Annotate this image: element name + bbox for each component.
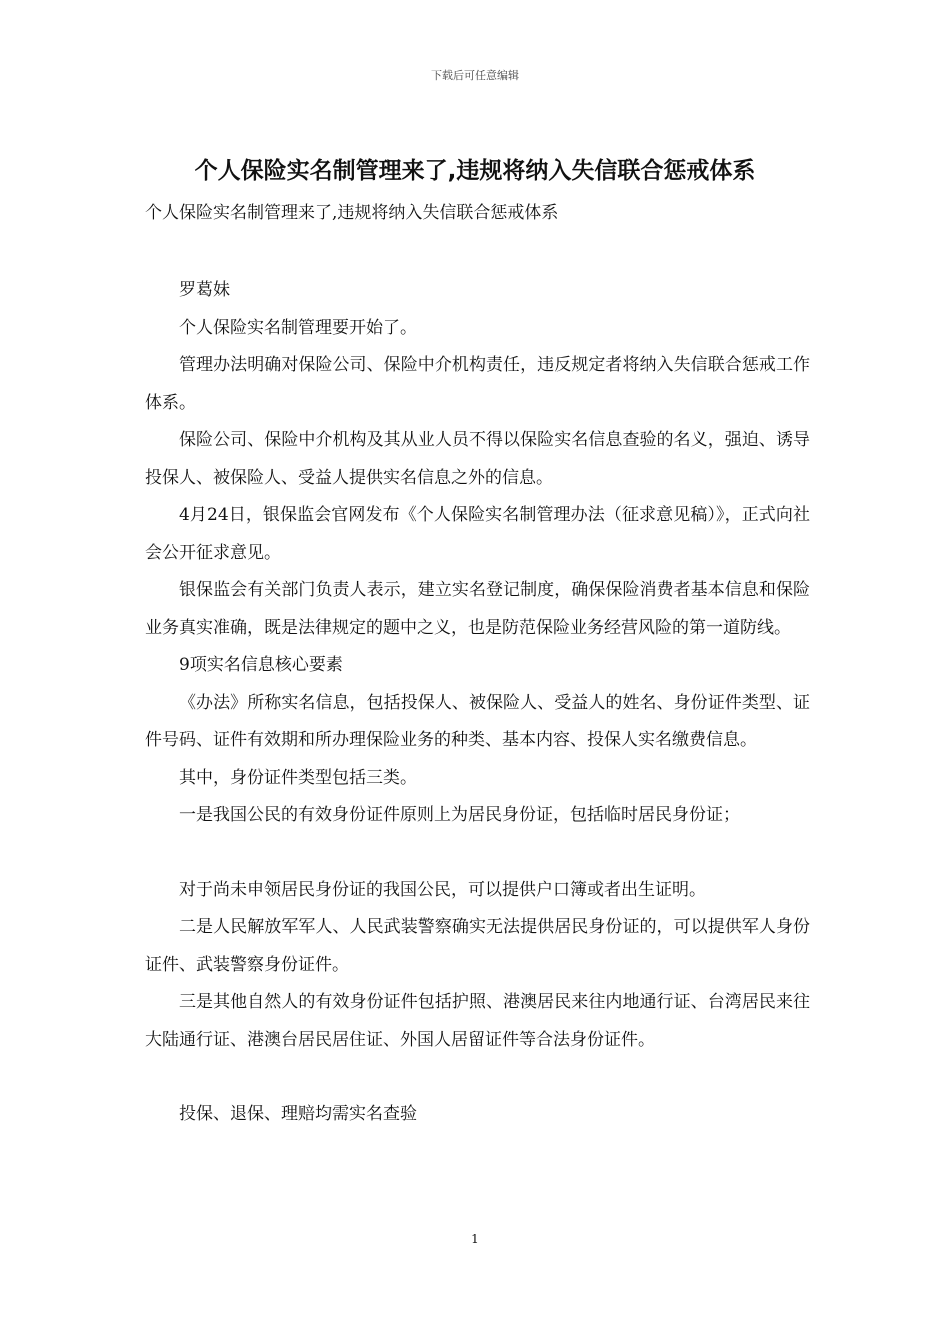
paragraph: 《办法》所称实名信息，包括投保人、被保险人、受益人的姓名、身份证件类型、证件号码、证件有效期和所办理保险业务的种类、基本内容、投保人实名缴费信息。 <box>145 692 810 750</box>
section-heading: 9项实名信息核心要素 <box>179 655 343 675</box>
header-note: 下载后可任意编辑 <box>431 69 519 82</box>
paragraph: 保险公司、保险中介机构及其从业人员不得以保险实名信息查验的名义，强迫、诱导投保人、被保险人、受益人提供实名信息之外的信息。 <box>145 430 810 488</box>
paragraph: 其中，身份证件类型包括三类。 <box>179 767 417 788</box>
paragraph: 三是其他自然人的有效身份证件包括护照、港澳居民来往内地通行证、台湾居民来往大陆通行证、港澳台居民居住证、外国人居留证件等合法身份证件。 <box>145 992 810 1050</box>
document-title: 个人保险实名制管理来了,违规将纳入失信联合惩戒体系 <box>194 158 756 184</box>
section-heading: 投保、退保、理赔均需实名查验 <box>179 1104 417 1124</box>
paragraph: 一是我国公民的有效身份证件原则上为居民身份证，包括临时居民身份证； <box>179 805 740 825</box>
page-number: 1 <box>471 1232 479 1246</box>
paragraph: 4月24日，银保监会官网发布《个人保险实名制管理办法（征求意见稿）》，正式向社会公开征求意见。 <box>145 505 810 563</box>
paragraph: 管理办法明确对保险公司、保险中介机构责任，违反规定者将纳入失信联合惩戒工作体系。 <box>145 355 810 413</box>
paragraph: 银保监会有关部门负责人表示，建立实名登记制度，确保保险消费者基本信息和保险业务真实准确，既是法律规定的题中之义，也是防范保险业务经营风险的第一道防线。 <box>145 580 810 638</box>
paragraph: 对于尚未申领居民身份证的我国公民，可以提供户口簿或者出生证明。 <box>179 879 706 900</box>
document-body <box>145 272 810 1134</box>
author-line: 罗葛妹 <box>179 280 230 300</box>
paragraph: 个人保险实名制管理要开始了。 <box>179 317 417 338</box>
document-subtitle: 个人保险实名制管理来了,违规将纳入失信联合惩戒体系 <box>145 203 559 223</box>
paragraph: 二是人民解放军军人、人民武装警察确实无法提供居民身份证的，可以提供军人身份证件、武装警察身份证件。 <box>145 917 810 975</box>
